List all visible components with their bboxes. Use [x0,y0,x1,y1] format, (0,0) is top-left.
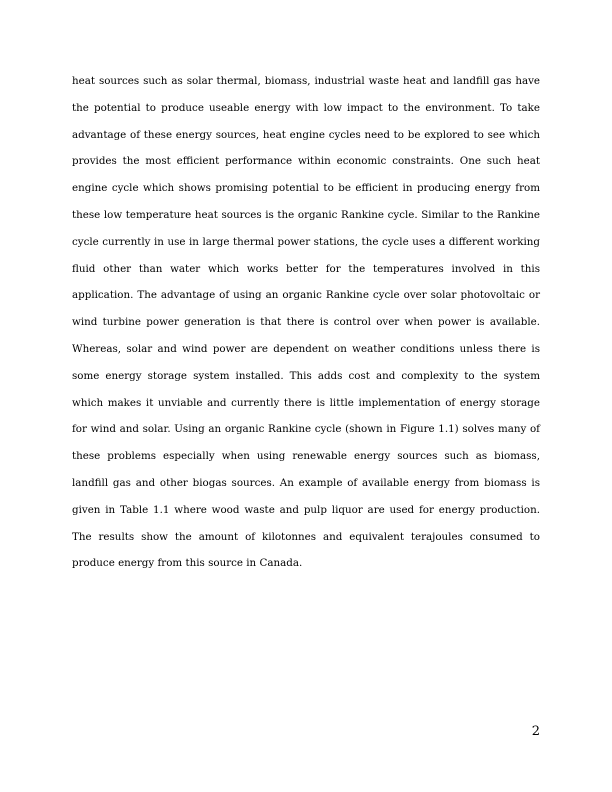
page-number: 2 [531,724,540,739]
body-paragraph: heat sources such as solar thermal, biomass, industrial waste heat and landfill gas have the potential to produce useable energy with low impact to the environment. To take advantage of these energy sources, heat engine cycles need to be explored to see which provides the most efficient performance within economic constraints. One such heat engine cycle which shows promising potential to be efficient in producing energy from these low temperature heat sources is the organic Rankine cycle. Similar to the Rankine cycle currently in use in large thermal power stations, the cycle uses a different working fluid other than water which works better for the temperatures involved in this application. The advantage of using an organic Rankine cycle over solar photovoltaic or wind turbine power generation is that there is control over when power is available. Whereas, solar and wind power are dependent on weather conditions unless there is some energy storage system installed. This adds cost and complexity to the system which makes it unviable and currently there is little implementation of energy storage for wind and solar. Using an organic Rankine cycle (shown in Figure 1.1) solves many of these problems especially when using renewable energy sources such as biomass, landfill gas and other biogas sources. An example of available energy from biomass is given in Table 1.1 where wood waste and pulp liquor are used for energy production. The results show the amount of kilotonnes and equivalent terajoules consumed to produce energy from this source in Canada. [72,75,540,570]
